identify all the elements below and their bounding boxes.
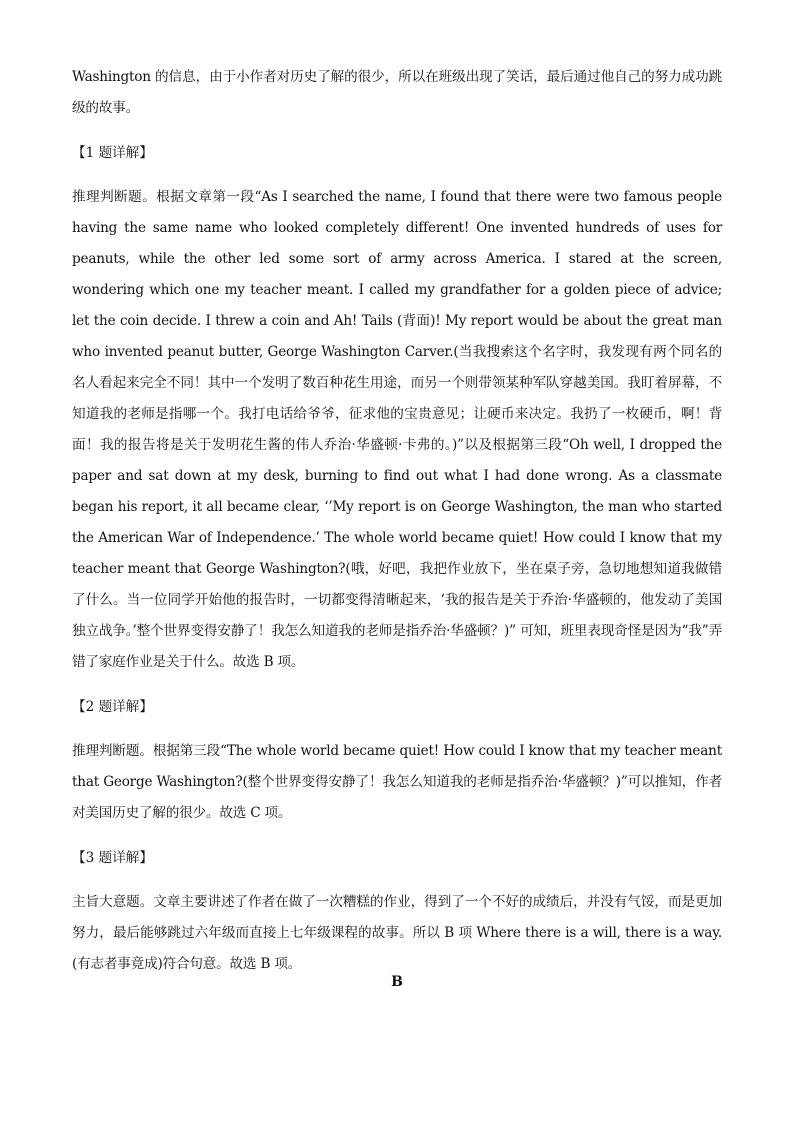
- section-3-heading: 【3 题详解】: [72, 850, 153, 866]
- section-2-explanation: 推理判断题。根据第三段“The whole world became quiet! How could I know that my teacher meant that George Washington?(整个世界变得安静了！我怎么知道我的老师是指乔治·华盛顿？)”可以推知，作者对美国历史了解的很少。故选 C 项。: [72, 743, 722, 821]
- section-1-heading: 【1 题详解】: [72, 145, 153, 161]
- document-body: [72, 62, 722, 980]
- intro-paragraph: Washington 的信息，由于小作者对历史了解的很少，所以在班级出现了笑话，最后通过他自己的努力成功跳级的故事。: [72, 69, 722, 116]
- section-3-explanation: 主旨大意题。文章主要讲述了作者在做了一次糟糕的作业，得到了一个不好的成绩后，并没有气馁，而是更加努力，最后能够跳过六年级而直接上七年级课程的故事。所以 B 项 Where there is a will, there is a way.(有志者事竟成)符合句意。故选 B 项。: [72, 894, 722, 972]
- section-1-explanation: 推理判断题。根据文章第一段“As I searched the name, I found that there were two famous people having the same name who looked completely different! One invented hundreds of uses for peanuts, while the other led some sort of army across America. I stared at the screen, wondering which one my teacher meant. I called my grandfather for a golden piece of advice; let the coin decide. I threw a coin and Ah! Tails (背面)! My report would be about the great man who invented peanut butter, George Washington Carver.(当我搜索这个名字时，我发现有两个同名的名人看起来完全不同！其中一个发明了数百种花生用途，而另一个则带领某种军队穿越美国。我盯着屏幕，不知道我的老师是指哪一个。我打电话给爷爷，征求他的宝贵意见；让硬币来决定。我扔了一枚硬币，啊！背面！我的报告将是关于发明花生酱的伟人乔治·华盛顿·卡弗的。)”以及根据第三段“Oh well, I dropped the paper and sat down at my desk, burning to find out what I had done wrong. As a classmate began his report, it all became clear, ‘’My report is on George Washington, the man who started the American War of Independence.’ The whole world became quiet! How could I know that my teacher meant that George Washington?(哦，好吧，我把作业放下，坐在桌子旁，急切地想知道我做错了什么。当一位同学开始他的报告时，一切都变得清晰起来，‘我的报告是关于乔治·华盛顿的，他发动了美国独立战争。’整个世界变得安静了！我怎么知道我的老师是指乔治·华盛顿？)” 可知，班里表现奇怪是因为“我”弄错了家庭作业是关于什么。故选 B 项。: [72, 189, 722, 670]
- answer-letter: B: [391, 974, 403, 990]
- section-2-heading: 【2 题详解】: [72, 699, 153, 715]
